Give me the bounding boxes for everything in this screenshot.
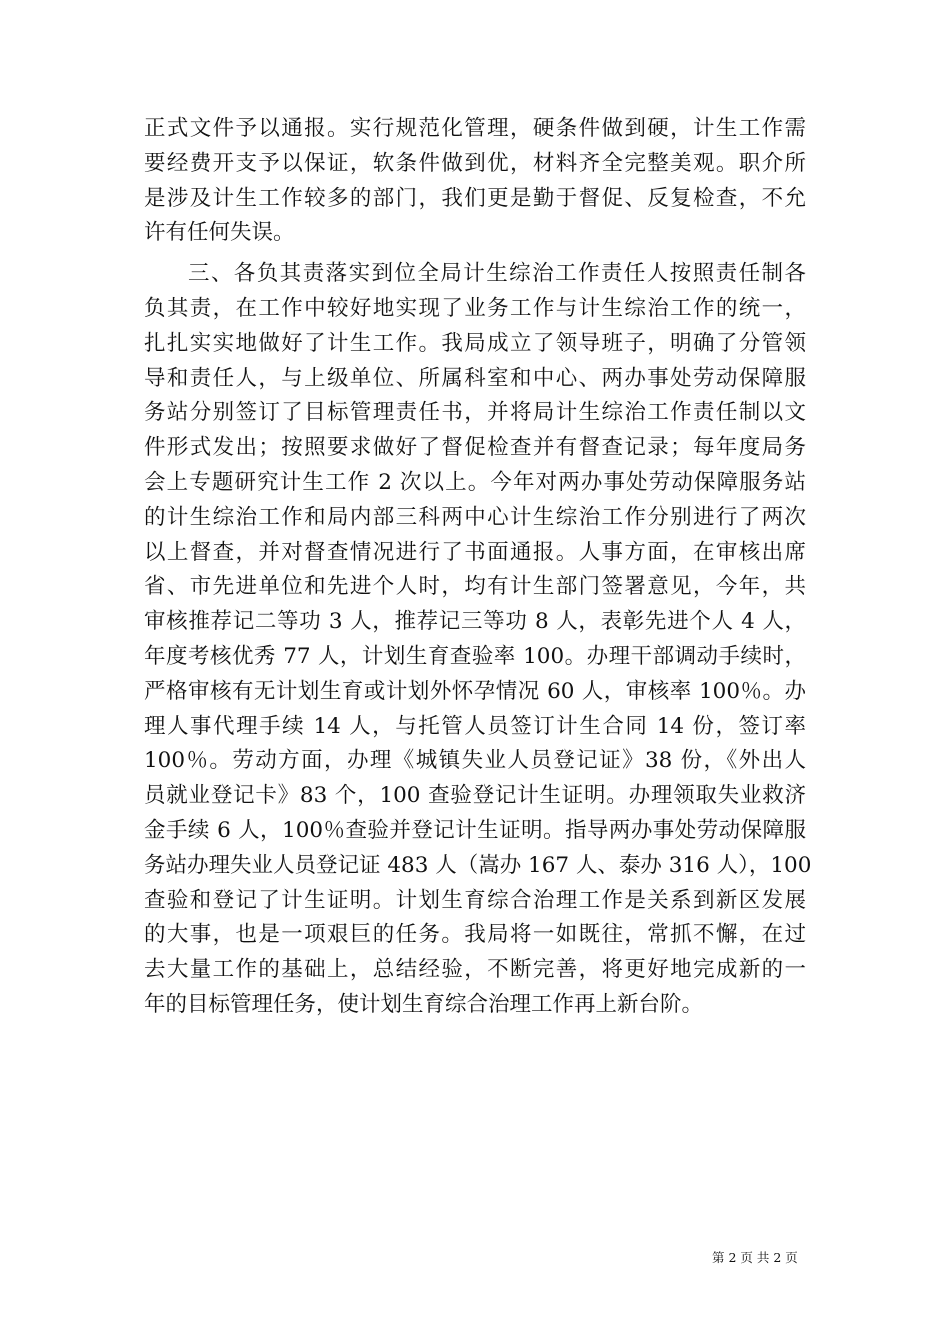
paragraph-line: 的计生综治工作和局内部三科两中心计生综治工作分别进行了两次 bbox=[144, 504, 806, 530]
paragraph-line: 严格审核有无计划生育或计划外怀孕情况 60 人，审核率 100％。办 bbox=[144, 678, 806, 704]
paragraph-line: 员就业登记卡》83 个，100 查验登记计生证明。办理领取失业救济 bbox=[144, 783, 806, 809]
paragraph-line: 扎扎实实地做好了计生工作。我局成立了领导班子，明确了分管领 bbox=[144, 330, 806, 356]
paragraph-line: 审核推荐记二等功 3 人，推荐记三等功 8 人，表彰先进个人 4 人， bbox=[144, 609, 806, 635]
paragraph-2 bbox=[144, 257, 812, 1023]
paragraph-line: 省、市先进单位和先进个人时，均有计生部门签署意见，今年，共 bbox=[144, 574, 806, 600]
paragraph-line: 三、各负其责落实到位全局计生综治工作责任人按照责任制各 bbox=[188, 261, 806, 287]
document-body bbox=[144, 112, 812, 1023]
paragraph-line: 的大事，也是一项艰巨的任务。我局将一如既往，常抓不懈，在过 bbox=[144, 922, 806, 948]
paragraph-line: 以上督查，并对督查情况进行了书面通报。人事方面，在审核出席 bbox=[144, 539, 806, 565]
paragraph-line: 负其责，在工作中较好地实现了业务工作与计生综治工作的统一， bbox=[144, 295, 806, 321]
paragraph-line: 务站分别签订了目标管理责任书，并将局计生综治工作责任制以文 bbox=[144, 400, 806, 426]
paragraph-line: 导和责任人，与上级单位、所属科室和中心、两办事处劳动保障服 bbox=[144, 365, 806, 391]
paragraph-line: 去大量工作的基础上，总结经验，不断完善，将更好地完成新的一 bbox=[144, 957, 806, 983]
page-number-footer: 第 2 页 共 2 页 bbox=[712, 1250, 798, 1265]
paragraph-line: 会上专题研究计生工作 2 次以上。今年对两办事处劳动保障服务站 bbox=[144, 469, 806, 495]
paragraph-line: 理人事代理手续 14 人，与托管人员签订计生合同 14 份，签订率 bbox=[144, 713, 806, 739]
paragraph-line: 100％。劳动方面，办理《城镇失业人员登记证》38 份，《外出人 bbox=[144, 748, 806, 774]
paragraph-1 bbox=[144, 112, 806, 251]
paragraph-line: 年的目标管理任务，使计划生育综合治理工作再上新台阶。 bbox=[144, 991, 704, 1017]
paragraph-line: 年度考核优秀 77 人，计划生育查验率 100。办理干部调动手续时， bbox=[144, 643, 806, 669]
paragraph-line: 是涉及计生工作较多的部门，我们更是勤于督促、反复检查，不允 bbox=[144, 185, 806, 211]
paragraph-line: 正式文件予以通报。实行规范化管理，硬条件做到硬，计生工作需 bbox=[144, 116, 806, 141]
paragraph-line: 件形式发出；按照要求做好了督促检查并有督查记录；每年度局务 bbox=[144, 435, 806, 461]
paragraph-line: 金手续 6 人，100％查验并登记计生证明。指导两办事处劳动保障服 bbox=[144, 817, 806, 843]
paragraph-line: 务站办理失业人员登记证 483 人（嵩办 167 人、泰办 316 人），100 bbox=[144, 852, 812, 878]
paragraph-line: 要经费开支予以保证，软条件做到优，材料齐全完整美观。职介所 bbox=[144, 150, 806, 176]
paragraph-line: 许有任何失误。 bbox=[144, 220, 295, 246]
paragraph-line: 查验和登记了计生证明。计划生育综合治理工作是关系到新区发展 bbox=[144, 887, 806, 913]
